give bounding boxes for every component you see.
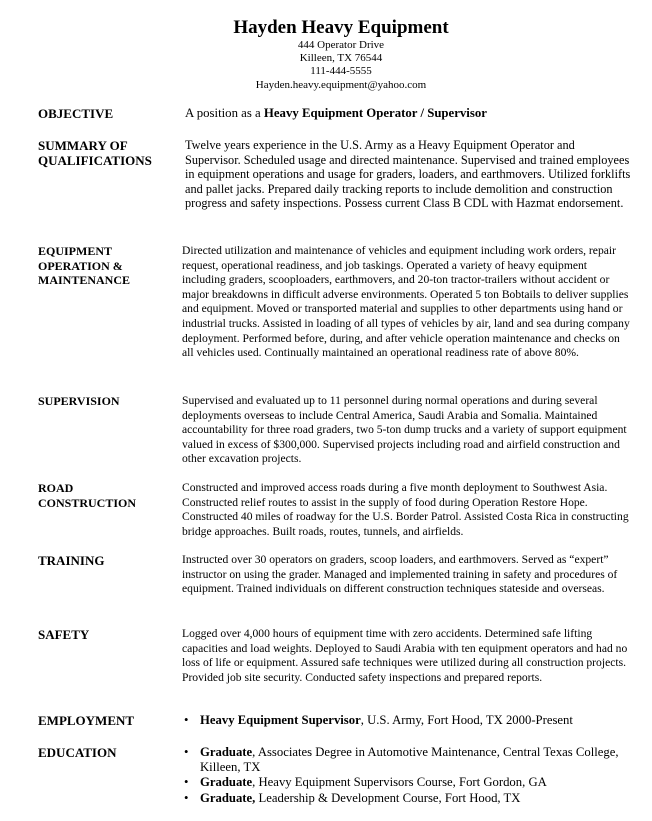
resume-header [0,16,652,92]
education-list [182,745,632,806]
education-degree: Graduate [200,745,253,759]
objective-label: OBJECTIVE [38,106,114,121]
road-label-line-1: ROAD [38,481,74,495]
safety-label: SAFETY [38,627,90,642]
equipment-label-line-1: EQUIPMENT [38,244,113,258]
objective-text [185,106,633,121]
equipment-label-line-3: MAINTENANCE [38,273,131,287]
education-item [182,775,632,790]
education-detail: , Heavy Equipment Supervisors Course, Fort Gordon, GA [252,775,547,790]
phone-number: 111-444-5555 [310,65,372,78]
training-label: TRAINING [38,553,105,568]
education-degree: Graduate, [200,790,256,805]
summary-label-line-1: SUMMARY OF [38,138,128,153]
summary-label [38,138,178,168]
employment-label: EMPLOYMENT [38,713,135,728]
objective-position: Heavy Equipment Operator / Supervisor [263,106,487,120]
equipment-text: Directed utilization and maintenance of vehicles and equipment including work orders, repair request, operational readiness, and job taskings. Operated a variety of heavy equipment including graders, scooploaders, earthmovers, and 20-ton tractor-trailers without accident or major breakdowns in difficult adverse environments. Operated 5 ton Bobtails to deliver supplies and equipment. Moved or transported material and supplies to other departments using hand or industrial trucks. Assisted in loading of all types of vehicles by air, land and sea during company deployment. Performed before, during, and after vehicle operation maintenance and checks on all vehicles used. Continually maintained an operational readiness rate of above 80%. [182,244,630,360]
email-address: Hayden.heavy.equipment@yahoo.com [255,78,427,91]
road-construction-text: Constructed and improved access roads during a five month deployment to Southwest Asia. Constructed relief routes to assist in the supply of food during Operation Restore Hope. Constructed 40 miles of roadway for the U.S. Border Patrol. Assisted Costa Rica in constructing bridge approaches. Built roads, routes, tunnels, and airfields. [182,481,629,538]
employment-title: Heavy Equipment Supervisor [200,713,361,727]
summary-label-line-2: QUALIFICATIONS [38,153,152,168]
bullet-icon: • [184,713,189,727]
education-detail: , Associates Degree in Automotive Maintenance, Central Texas College, Killeen, TX [200,745,619,775]
employment-item [182,713,632,728]
bullet-icon: • [184,745,189,759]
bullet-icon: • [184,790,189,805]
road-label-line-2: CONSTRUCTION [38,495,137,510]
objective-prefix: A position as a [185,106,264,120]
bullet-icon: • [184,775,189,790]
employment-detail: , U.S. Army, Fort Hood, TX 2000-Present [360,713,573,727]
supervision-text: Supervised and evaluated up to 11 personnel during normal operations and during several deployments overseas to include Central America, Saudi Arabia and Somalia. Maintained accountability for three road graders, two 5-ton dump trucks and a variety of support equipment valued in excess of $300,000. Supervised projects including road and airfield construction and other excavation projects. [182,394,627,466]
road-construction-label [38,481,178,510]
safety-text: Logged over 4,000 hours of equipment time with zero accidents. Determined safe lifting capacities and load weights. Deployed to Saudi Arabia with ten equipment operators and had no loss of life or equipment. Assured safe techniques were utilized during all construction projects. Provided job site security. Conducted safety inspections and prepared reports. [182,627,628,684]
address-line-2: Killeen, TX 76544 [299,52,383,65]
education-degree: Graduate [200,775,253,790]
supervision-label: SUPERVISION [38,394,120,408]
training-text: Instructed over 30 operators on graders, scoop loaders, and earthmovers. Served as “expert” instructor on using the grader. Managed and implemented training in safety and procedures of equipment. Trained individuals on different construction techniques stateside and overseas. [182,553,618,596]
employment-list [182,713,632,728]
education-item [182,791,632,806]
education-item [182,745,632,775]
education-label: EDUCATION [38,745,117,760]
applicant-name: Hayden Heavy Equipment [233,17,449,38]
address-line-1: 444 Operator Drive [297,39,385,51]
equipment-label [38,244,178,288]
education-detail: Leadership & Development Course, Fort Hood, TX [255,790,521,805]
summary-text: Twelve years experience in the U.S. Army as a Heavy Equipment Operator and Supervisor. Scheduled usage and directed maintenance. Supervised and trained employees in equipment operations and usage for graders, loaders, and earthmovers. Utilized forklifts and pallet jacks. Prepared daily tracking reports to include demolition and construction progress and safety inspections. Possess current Class B CDL with Hazmat endorsement. [185,138,631,211]
equipment-label-line-2: OPERATION & [38,258,123,273]
